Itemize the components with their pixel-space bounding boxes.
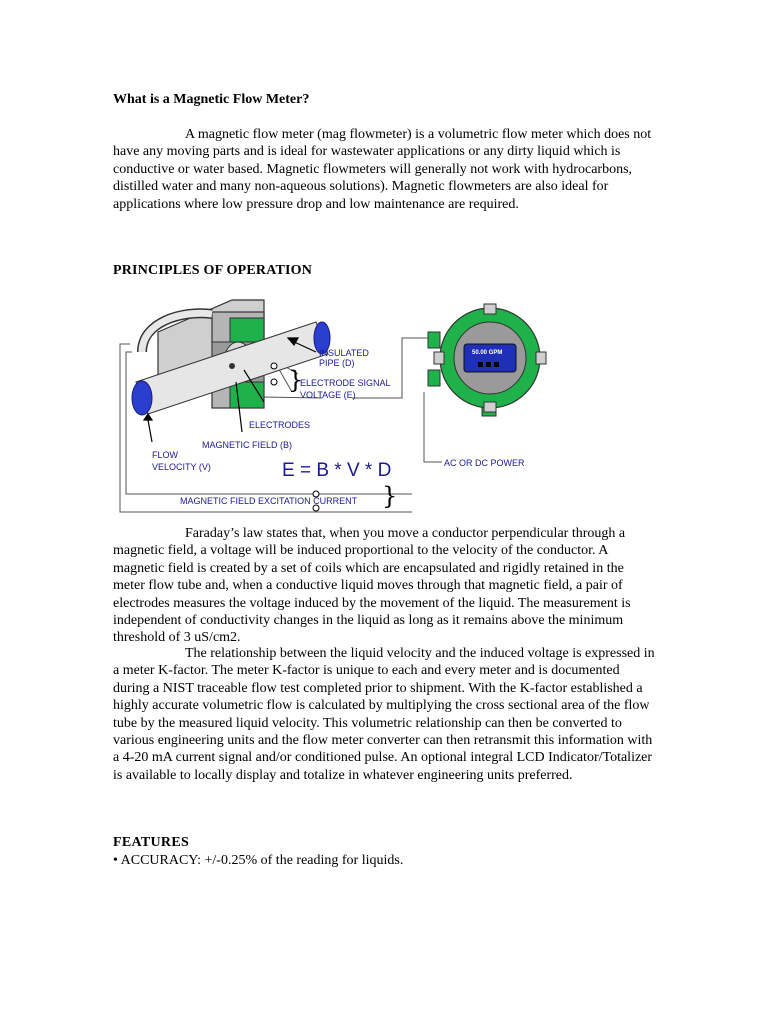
label-electrodes: ELECTRODES (249, 420, 311, 430)
features-heading: FEATURES (113, 835, 190, 850)
faraday-paragraph-text: Faraday’s law states that, when you move a conductor perpendicular through a magnetic field, a voltage will be induced proportional to the velocity of the conductor. A magnetic field is created by a set of coils which are encapsulated and rigidly retained in the meter flow tube and, when a conductive liquid moves through that magnetic field, a pair of electrodes measures the voltage induced by the movement of the liquid. The measurement is independent of conductivity changes in the liquid as long as it remains above the minimum threshold of 3 uS/cm2. (113, 526, 631, 646)
intro-paragraph (113, 126, 658, 213)
label-signal-2: VOLTAGE (E) (300, 390, 356, 400)
transmitter (428, 304, 546, 416)
lcd-screen (464, 344, 516, 372)
feature-item: • ACCURACY: +/-0.25% of the reading for liquids. (113, 853, 404, 868)
formula: E = B * V * D (282, 460, 392, 481)
label-field: MAGNETIC FIELD (B) (202, 440, 293, 450)
faraday-paragraph (113, 525, 658, 647)
terminal-1 (271, 363, 277, 369)
kfactor-paragraph (113, 645, 658, 784)
label-insulated-1: INSULATED (319, 348, 369, 358)
label-signal-1: ELECTRODE SIGNAL (300, 378, 391, 388)
signal-brace: } (288, 366, 304, 394)
label-power: AC OR DC POWER (444, 458, 525, 468)
excitation-brace: } (382, 482, 398, 510)
display-reading: 50.00 GPM (472, 350, 503, 356)
kfactor-paragraph-text: The relationship between the liquid velocity and the induced voltage is expressed in a meter K-factor. The meter K-factor is unique to each and every meter and is documented during a NIST traceable flow test completed prior to shipment. With the K-factor established a highly accurate volumetric flow is calculated by multiplying the cross sectional area of the flow tube by the measured liquid velocity. This volumetric relationship can then be converted to various engineering units and the flow meter converter can then retransmit this information with a 4-20 mA current signal and/or conditioned pulse. An optional integral LCD Indicator/Totalizer is available to locally display and totalize in whatever engineering units preferred. (113, 646, 655, 783)
terminal-2 (271, 379, 277, 385)
label-flow-2: VELOCITY (V) (152, 462, 211, 472)
intro-paragraph-text: A magnetic flow meter (mag flowmeter) is a volumetric flow meter which does not have any moving parts and is ideal for wastewater applications or any dirty liquid which is conductive or water based. Magnetic flowmeters will generally not work with hydrocarbons, distilled water and many non-aqueous solutions). Magnetic flowmeters are also ideal for applications where low pressure drop and low maintenance are required. (113, 127, 652, 212)
label-flow-1: FLOW (152, 450, 178, 460)
flow-meter-diagram (112, 282, 562, 518)
label-excitation: MAGNETIC FIELD EXCITATION CURRENT (180, 496, 358, 506)
principles-heading: PRINCIPLES OF OPERATION (113, 263, 313, 278)
question-heading: What is a Magnetic Flow Meter? (113, 92, 310, 107)
label-insulated-2: PIPE (D) (319, 358, 355, 368)
